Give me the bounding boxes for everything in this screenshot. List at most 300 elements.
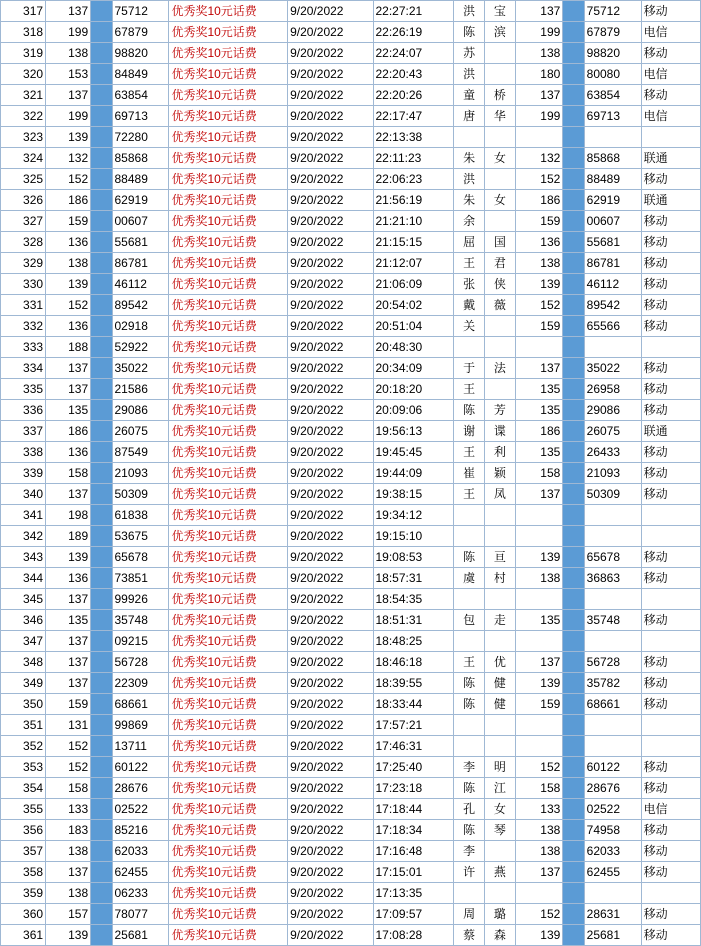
selection-band-cell[interactable] <box>91 253 112 274</box>
phone-suffix-cell[interactable]: 21586 <box>112 379 169 400</box>
prize-name-cell[interactable]: 优秀奖10元话费 <box>169 211 288 232</box>
contact-suffix-cell[interactable]: 35748 <box>584 610 641 631</box>
date-cell[interactable]: 9/20/2022 <box>288 358 373 379</box>
surname-cell[interactable]: 苏 <box>454 43 485 64</box>
carrier-cell[interactable] <box>641 736 700 757</box>
prize-name-cell[interactable]: 优秀奖10元话费 <box>169 64 288 85</box>
date-cell[interactable]: 9/20/2022 <box>288 148 373 169</box>
date-cell[interactable]: 9/20/2022 <box>288 505 373 526</box>
contact-prefix-cell[interactable]: 138 <box>515 43 562 64</box>
selection-band-cell-2[interactable] <box>563 484 584 505</box>
prize-name-cell[interactable]: 优秀奖10元话费 <box>169 673 288 694</box>
given-name-cell[interactable]: 走 <box>485 610 516 631</box>
contact-suffix-cell[interactable] <box>584 715 641 736</box>
prize-name-cell[interactable]: 优秀奖10元话费 <box>169 316 288 337</box>
time-cell[interactable]: 17:25:40 <box>373 757 454 778</box>
phone-prefix-cell[interactable]: 152 <box>46 295 91 316</box>
given-name-cell[interactable]: 健 <box>485 673 516 694</box>
surname-cell[interactable]: 洪 <box>454 64 485 85</box>
given-name-cell[interactable]: 谍 <box>485 421 516 442</box>
given-name-cell[interactable] <box>485 379 516 400</box>
carrier-cell[interactable]: 移动 <box>641 274 700 295</box>
surname-cell[interactable]: 陈 <box>454 400 485 421</box>
surname-cell[interactable]: 陈 <box>454 778 485 799</box>
selection-band-cell-2[interactable] <box>563 694 584 715</box>
selection-band-cell[interactable] <box>91 694 112 715</box>
selection-band-cell[interactable] <box>91 904 112 925</box>
table-row[interactable] <box>1 148 701 169</box>
contact-prefix-cell[interactable]: 137 <box>515 1 562 22</box>
given-name-cell[interactable] <box>485 211 516 232</box>
selection-band-cell[interactable] <box>91 631 112 652</box>
phone-prefix-cell[interactable]: 138 <box>46 883 91 904</box>
time-cell[interactable]: 19:56:13 <box>373 421 454 442</box>
selection-band-cell[interactable] <box>91 505 112 526</box>
surname-cell[interactable] <box>454 337 485 358</box>
row-number-cell[interactable]: 336 <box>1 400 46 421</box>
contact-suffix-cell[interactable]: 62919 <box>584 190 641 211</box>
date-cell[interactable]: 9/20/2022 <box>288 43 373 64</box>
surname-cell[interactable]: 朱 <box>454 190 485 211</box>
carrier-cell[interactable]: 移动 <box>641 925 700 946</box>
time-cell[interactable]: 18:48:25 <box>373 631 454 652</box>
contact-suffix-cell[interactable]: 29086 <box>584 400 641 421</box>
date-cell[interactable]: 9/20/2022 <box>288 610 373 631</box>
row-number-cell[interactable]: 324 <box>1 148 46 169</box>
row-number-cell[interactable]: 345 <box>1 589 46 610</box>
table-row[interactable] <box>1 778 701 799</box>
phone-suffix-cell[interactable]: 99926 <box>112 589 169 610</box>
row-number-cell[interactable]: 323 <box>1 127 46 148</box>
prize-name-cell[interactable]: 优秀奖10元话费 <box>169 526 288 547</box>
date-cell[interactable]: 9/20/2022 <box>288 862 373 883</box>
contact-prefix-cell[interactable]: 158 <box>515 778 562 799</box>
carrier-cell[interactable]: 电信 <box>641 106 700 127</box>
contact-suffix-cell[interactable]: 62455 <box>584 862 641 883</box>
contact-suffix-cell[interactable]: 88489 <box>584 169 641 190</box>
phone-prefix-cell[interactable]: 136 <box>46 316 91 337</box>
phone-prefix-cell[interactable]: 189 <box>46 526 91 547</box>
time-cell[interactable]: 17:08:28 <box>373 925 454 946</box>
surname-cell[interactable]: 于 <box>454 358 485 379</box>
table-row[interactable] <box>1 85 701 106</box>
date-cell[interactable]: 9/20/2022 <box>288 673 373 694</box>
selection-band-cell[interactable] <box>91 610 112 631</box>
contact-suffix-cell[interactable]: 80080 <box>584 64 641 85</box>
surname-cell[interactable] <box>454 589 485 610</box>
contact-suffix-cell[interactable]: 98820 <box>584 43 641 64</box>
given-name-cell[interactable]: 宝 <box>485 1 516 22</box>
phone-suffix-cell[interactable]: 06233 <box>112 883 169 904</box>
contact-suffix-cell[interactable]: 63854 <box>584 85 641 106</box>
contact-prefix-cell[interactable]: 159 <box>515 211 562 232</box>
carrier-cell[interactable]: 移动 <box>641 841 700 862</box>
carrier-cell[interactable]: 移动 <box>641 757 700 778</box>
phone-suffix-cell[interactable]: 75712 <box>112 1 169 22</box>
phone-suffix-cell[interactable]: 52922 <box>112 337 169 358</box>
table-row[interactable] <box>1 568 701 589</box>
given-name-cell[interactable]: 法 <box>485 358 516 379</box>
given-name-cell[interactable]: 女 <box>485 190 516 211</box>
surname-cell[interactable]: 李 <box>454 757 485 778</box>
phone-suffix-cell[interactable]: 89542 <box>112 295 169 316</box>
row-number-cell[interactable]: 357 <box>1 841 46 862</box>
phone-suffix-cell[interactable]: 99869 <box>112 715 169 736</box>
phone-prefix-cell[interactable]: 138 <box>46 253 91 274</box>
selection-band-cell[interactable] <box>91 190 112 211</box>
surname-cell[interactable]: 陈 <box>454 673 485 694</box>
phone-suffix-cell[interactable]: 25681 <box>112 925 169 946</box>
time-cell[interactable]: 17:23:18 <box>373 778 454 799</box>
prize-name-cell[interactable]: 优秀奖10元话费 <box>169 379 288 400</box>
table-row[interactable] <box>1 463 701 484</box>
contact-prefix-cell[interactable]: 137 <box>515 358 562 379</box>
selection-band-cell[interactable] <box>91 295 112 316</box>
time-cell[interactable]: 22:13:38 <box>373 127 454 148</box>
carrier-cell[interactable] <box>641 337 700 358</box>
phone-suffix-cell[interactable]: 02918 <box>112 316 169 337</box>
time-cell[interactable]: 21:21:10 <box>373 211 454 232</box>
contact-prefix-cell[interactable]: 137 <box>515 652 562 673</box>
table-row[interactable] <box>1 232 701 253</box>
contact-suffix-cell[interactable]: 65678 <box>584 547 641 568</box>
row-number-cell[interactable]: 339 <box>1 463 46 484</box>
given-name-cell[interactable]: 健 <box>485 694 516 715</box>
selection-band-cell-2[interactable] <box>563 295 584 316</box>
table-row[interactable] <box>1 862 701 883</box>
date-cell[interactable]: 9/20/2022 <box>288 883 373 904</box>
row-number-cell[interactable]: 359 <box>1 883 46 904</box>
table-row[interactable] <box>1 673 701 694</box>
time-cell[interactable]: 18:51:31 <box>373 610 454 631</box>
phone-prefix-cell[interactable]: 137 <box>46 1 91 22</box>
phone-prefix-cell[interactable]: 137 <box>46 484 91 505</box>
table-row[interactable] <box>1 358 701 379</box>
selection-band-cell-2[interactable] <box>563 463 584 484</box>
surname-cell[interactable]: 谢 <box>454 421 485 442</box>
selection-band-cell-2[interactable] <box>563 211 584 232</box>
phone-suffix-cell[interactable]: 28676 <box>112 778 169 799</box>
contact-prefix-cell[interactable]: 132 <box>515 148 562 169</box>
row-number-cell[interactable]: 325 <box>1 169 46 190</box>
table-row[interactable] <box>1 589 701 610</box>
contact-suffix-cell[interactable]: 67879 <box>584 22 641 43</box>
time-cell[interactable]: 20:18:20 <box>373 379 454 400</box>
surname-cell[interactable]: 王 <box>454 652 485 673</box>
date-cell[interactable]: 9/20/2022 <box>288 631 373 652</box>
selection-band-cell-2[interactable] <box>563 547 584 568</box>
prize-name-cell[interactable]: 优秀奖10元话费 <box>169 463 288 484</box>
carrier-cell[interactable]: 移动 <box>641 253 700 274</box>
selection-band-cell[interactable] <box>91 400 112 421</box>
date-cell[interactable]: 9/20/2022 <box>288 295 373 316</box>
contact-suffix-cell[interactable]: 86781 <box>584 253 641 274</box>
row-number-cell[interactable]: 319 <box>1 43 46 64</box>
time-cell[interactable]: 17:57:21 <box>373 715 454 736</box>
carrier-cell[interactable]: 移动 <box>641 862 700 883</box>
phone-prefix-cell[interactable]: 199 <box>46 106 91 127</box>
carrier-cell[interactable]: 移动 <box>641 442 700 463</box>
surname-cell[interactable] <box>454 505 485 526</box>
contact-prefix-cell[interactable]: 180 <box>515 64 562 85</box>
table-row[interactable] <box>1 484 701 505</box>
phone-prefix-cell[interactable]: 186 <box>46 421 91 442</box>
selection-band-cell[interactable] <box>91 484 112 505</box>
date-cell[interactable]: 9/20/2022 <box>288 652 373 673</box>
surname-cell[interactable]: 王 <box>454 484 485 505</box>
row-number-cell[interactable]: 361 <box>1 925 46 946</box>
contact-prefix-cell[interactable]: 138 <box>515 841 562 862</box>
row-number-cell[interactable]: 352 <box>1 736 46 757</box>
carrier-cell[interactable]: 电信 <box>641 64 700 85</box>
time-cell[interactable]: 21:06:09 <box>373 274 454 295</box>
carrier-cell[interactable]: 移动 <box>641 547 700 568</box>
contact-prefix-cell[interactable] <box>515 715 562 736</box>
carrier-cell[interactable]: 电信 <box>641 799 700 820</box>
prize-name-cell[interactable]: 优秀奖10元话费 <box>169 43 288 64</box>
selection-band-cell[interactable] <box>91 652 112 673</box>
given-name-cell[interactable] <box>485 526 516 547</box>
contact-suffix-cell[interactable] <box>584 526 641 547</box>
prize-name-cell[interactable]: 优秀奖10元话费 <box>169 841 288 862</box>
given-name-cell[interactable]: 亘 <box>485 547 516 568</box>
phone-suffix-cell[interactable]: 68661 <box>112 694 169 715</box>
phone-suffix-cell[interactable]: 63854 <box>112 85 169 106</box>
phone-prefix-cell[interactable]: 131 <box>46 715 91 736</box>
contact-suffix-cell[interactable]: 21093 <box>584 463 641 484</box>
table-row[interactable] <box>1 43 701 64</box>
row-number-cell[interactable]: 350 <box>1 694 46 715</box>
row-number-cell[interactable]: 341 <box>1 505 46 526</box>
carrier-cell[interactable]: 移动 <box>641 316 700 337</box>
surname-cell[interactable]: 李 <box>454 841 485 862</box>
prize-name-cell[interactable]: 优秀奖10元话费 <box>169 295 288 316</box>
time-cell[interactable]: 21:15:15 <box>373 232 454 253</box>
surname-cell[interactable]: 包 <box>454 610 485 631</box>
phone-prefix-cell[interactable]: 135 <box>46 610 91 631</box>
surname-cell[interactable]: 洪 <box>454 169 485 190</box>
given-name-cell[interactable] <box>485 841 516 862</box>
date-cell[interactable]: 9/20/2022 <box>288 1 373 22</box>
selection-band-cell-2[interactable] <box>563 421 584 442</box>
phone-prefix-cell[interactable]: 139 <box>46 127 91 148</box>
date-cell[interactable]: 9/20/2022 <box>288 694 373 715</box>
date-cell[interactable]: 9/20/2022 <box>288 736 373 757</box>
contact-suffix-cell[interactable]: 89542 <box>584 295 641 316</box>
carrier-cell[interactable] <box>641 631 700 652</box>
time-cell[interactable]: 20:09:06 <box>373 400 454 421</box>
phone-suffix-cell[interactable]: 85216 <box>112 820 169 841</box>
contact-suffix-cell[interactable]: 26958 <box>584 379 641 400</box>
date-cell[interactable]: 9/20/2022 <box>288 904 373 925</box>
table-row[interactable] <box>1 526 701 547</box>
contact-suffix-cell[interactable]: 65566 <box>584 316 641 337</box>
selection-band-cell-2[interactable] <box>563 442 584 463</box>
prize-name-cell[interactable]: 优秀奖10元话费 <box>169 400 288 421</box>
phone-prefix-cell[interactable]: 158 <box>46 778 91 799</box>
phone-prefix-cell[interactable]: 136 <box>46 232 91 253</box>
phone-prefix-cell[interactable]: 152 <box>46 736 91 757</box>
selection-band-cell[interactable] <box>91 232 112 253</box>
row-number-cell[interactable]: 343 <box>1 547 46 568</box>
table-row[interactable] <box>1 1 701 22</box>
prize-name-cell[interactable]: 优秀奖10元话费 <box>169 925 288 946</box>
time-cell[interactable]: 22:06:23 <box>373 169 454 190</box>
table-row[interactable] <box>1 820 701 841</box>
given-name-cell[interactable]: 森 <box>485 925 516 946</box>
time-cell[interactable]: 22:20:26 <box>373 85 454 106</box>
phone-suffix-cell[interactable]: 02522 <box>112 799 169 820</box>
time-cell[interactable]: 22:11:23 <box>373 148 454 169</box>
contact-suffix-cell[interactable] <box>584 631 641 652</box>
prize-name-cell[interactable]: 优秀奖10元话费 <box>169 1 288 22</box>
date-cell[interactable]: 9/20/2022 <box>288 22 373 43</box>
selection-band-cell[interactable] <box>91 274 112 295</box>
phone-prefix-cell[interactable]: 153 <box>46 64 91 85</box>
given-name-cell[interactable]: 利 <box>485 442 516 463</box>
contact-prefix-cell[interactable] <box>515 337 562 358</box>
contact-prefix-cell[interactable]: 159 <box>515 694 562 715</box>
carrier-cell[interactable] <box>641 589 700 610</box>
date-cell[interactable]: 9/20/2022 <box>288 757 373 778</box>
contact-prefix-cell[interactable]: 133 <box>515 799 562 820</box>
carrier-cell[interactable]: 移动 <box>641 169 700 190</box>
table-row[interactable] <box>1 631 701 652</box>
prize-name-cell[interactable]: 优秀奖10元话费 <box>169 862 288 883</box>
row-number-cell[interactable]: 332 <box>1 316 46 337</box>
contact-prefix-cell[interactable]: 159 <box>515 316 562 337</box>
date-cell[interactable]: 9/20/2022 <box>288 820 373 841</box>
given-name-cell[interactable] <box>485 127 516 148</box>
contact-suffix-cell[interactable]: 75712 <box>584 1 641 22</box>
phone-prefix-cell[interactable]: 199 <box>46 22 91 43</box>
given-name-cell[interactable] <box>485 883 516 904</box>
selection-band-cell-2[interactable] <box>563 505 584 526</box>
prize-name-cell[interactable]: 优秀奖10元话费 <box>169 232 288 253</box>
selection-band-cell-2[interactable] <box>563 127 584 148</box>
phone-prefix-cell[interactable]: 135 <box>46 400 91 421</box>
carrier-cell[interactable]: 移动 <box>641 379 700 400</box>
table-row[interactable] <box>1 274 701 295</box>
selection-band-cell-2[interactable] <box>563 715 584 736</box>
phone-suffix-cell[interactable]: 21093 <box>112 463 169 484</box>
selection-band-cell[interactable] <box>91 526 112 547</box>
contact-prefix-cell[interactable]: 158 <box>515 463 562 484</box>
phone-suffix-cell[interactable]: 55681 <box>112 232 169 253</box>
carrier-cell[interactable]: 移动 <box>641 778 700 799</box>
date-cell[interactable]: 9/20/2022 <box>288 127 373 148</box>
given-name-cell[interactable] <box>485 64 516 85</box>
selection-band-cell[interactable] <box>91 736 112 757</box>
row-number-cell[interactable]: 318 <box>1 22 46 43</box>
selection-band-cell[interactable] <box>91 106 112 127</box>
contact-suffix-cell[interactable]: 28676 <box>584 778 641 799</box>
phone-suffix-cell[interactable]: 29086 <box>112 400 169 421</box>
table-row[interactable] <box>1 610 701 631</box>
selection-band-cell[interactable] <box>91 127 112 148</box>
contact-prefix-cell[interactable]: 152 <box>515 169 562 190</box>
selection-band-cell-2[interactable] <box>563 862 584 883</box>
contact-prefix-cell[interactable]: 136 <box>515 232 562 253</box>
time-cell[interactable]: 17:18:44 <box>373 799 454 820</box>
time-cell[interactable]: 19:45:45 <box>373 442 454 463</box>
phone-prefix-cell[interactable]: 152 <box>46 169 91 190</box>
contact-prefix-cell[interactable]: 139 <box>515 547 562 568</box>
contact-prefix-cell[interactable]: 152 <box>515 295 562 316</box>
prize-name-cell[interactable]: 优秀奖10元话费 <box>169 22 288 43</box>
date-cell[interactable]: 9/20/2022 <box>288 547 373 568</box>
row-number-cell[interactable]: 335 <box>1 379 46 400</box>
phone-prefix-cell[interactable]: 133 <box>46 799 91 820</box>
surname-cell[interactable]: 陈 <box>454 694 485 715</box>
phone-suffix-cell[interactable]: 60122 <box>112 757 169 778</box>
prize-name-cell[interactable]: 优秀奖10元话费 <box>169 757 288 778</box>
time-cell[interactable]: 17:46:31 <box>373 736 454 757</box>
prize-name-cell[interactable]: 优秀奖10元话费 <box>169 169 288 190</box>
phone-suffix-cell[interactable]: 84849 <box>112 64 169 85</box>
given-name-cell[interactable]: 燕 <box>485 862 516 883</box>
time-cell[interactable]: 19:15:10 <box>373 526 454 547</box>
prize-name-cell[interactable]: 优秀奖10元话费 <box>169 820 288 841</box>
time-cell[interactable]: 22:24:07 <box>373 43 454 64</box>
prize-name-cell[interactable]: 优秀奖10元话费 <box>169 631 288 652</box>
prize-name-cell[interactable]: 优秀奖10元话费 <box>169 904 288 925</box>
carrier-cell[interactable]: 移动 <box>641 295 700 316</box>
table-row[interactable] <box>1 106 701 127</box>
prize-name-cell[interactable]: 优秀奖10元话费 <box>169 652 288 673</box>
selection-band-cell-2[interactable] <box>563 799 584 820</box>
contact-prefix-cell[interactable] <box>515 589 562 610</box>
contact-suffix-cell[interactable] <box>584 736 641 757</box>
surname-cell[interactable]: 张 <box>454 274 485 295</box>
date-cell[interactable]: 9/20/2022 <box>288 106 373 127</box>
carrier-cell[interactable]: 联通 <box>641 190 700 211</box>
selection-band-cell[interactable] <box>91 379 112 400</box>
selection-band-cell[interactable] <box>91 568 112 589</box>
phone-prefix-cell[interactable]: 186 <box>46 190 91 211</box>
contact-suffix-cell[interactable] <box>584 127 641 148</box>
row-number-cell[interactable]: 334 <box>1 358 46 379</box>
selection-band-cell-2[interactable] <box>563 652 584 673</box>
contact-prefix-cell[interactable]: 137 <box>515 484 562 505</box>
contact-prefix-cell[interactable] <box>515 127 562 148</box>
selection-band-cell-2[interactable] <box>563 337 584 358</box>
selection-band-cell-2[interactable] <box>563 778 584 799</box>
phone-prefix-cell[interactable]: 188 <box>46 337 91 358</box>
phone-prefix-cell[interactable]: 136 <box>46 442 91 463</box>
contact-prefix-cell[interactable]: 138 <box>515 568 562 589</box>
given-name-cell[interactable]: 滨 <box>485 22 516 43</box>
table-row[interactable] <box>1 442 701 463</box>
given-name-cell[interactable]: 璐 <box>485 904 516 925</box>
phone-prefix-cell[interactable]: 137 <box>46 862 91 883</box>
date-cell[interactable]: 9/20/2022 <box>288 274 373 295</box>
phone-suffix-cell[interactable]: 00607 <box>112 211 169 232</box>
carrier-cell[interactable]: 移动 <box>641 652 700 673</box>
given-name-cell[interactable]: 颖 <box>485 463 516 484</box>
phone-prefix-cell[interactable]: 183 <box>46 820 91 841</box>
surname-cell[interactable]: 唐 <box>454 106 485 127</box>
carrier-cell[interactable]: 移动 <box>641 673 700 694</box>
contact-prefix-cell[interactable] <box>515 505 562 526</box>
contact-suffix-cell[interactable]: 25681 <box>584 925 641 946</box>
prize-name-cell[interactable]: 优秀奖10元话费 <box>169 778 288 799</box>
row-number-cell[interactable]: 342 <box>1 526 46 547</box>
carrier-cell[interactable]: 移动 <box>641 694 700 715</box>
phone-prefix-cell[interactable]: 138 <box>46 43 91 64</box>
time-cell[interactable]: 22:26:19 <box>373 22 454 43</box>
prize-name-cell[interactable]: 优秀奖10元话费 <box>169 85 288 106</box>
